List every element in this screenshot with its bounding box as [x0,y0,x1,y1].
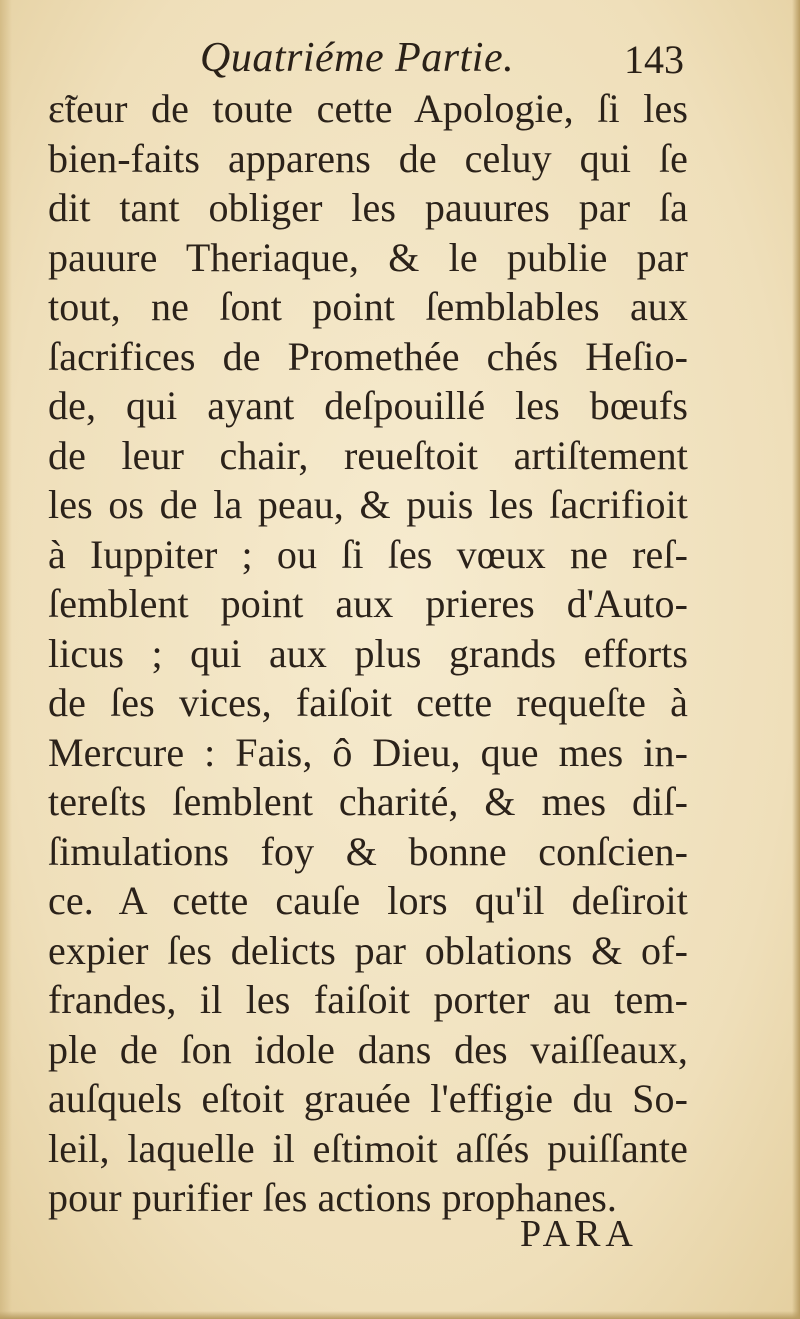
text-line: de, qui ayant deſpouillé les bœufs [48,383,688,428]
body-text [48,84,688,1223]
page-header [90,34,690,88]
text-line: leil, laquelle il eſtimoit aſſés puiſſante [48,1125,688,1171]
page-number: 143 [624,37,684,82]
text-line: bien-faits apparens de celuy qui ſe [48,135,688,181]
text-line: à Iuppiter ; ou ſi ſes vœux ne reſ- [48,531,688,577]
text-line: auſquels eſtoit grauée l'effigie du So- [48,1076,688,1121]
page-edge-bottom [0,1311,800,1319]
text-line: ſacrifices de Promethée chés Heſio- [48,333,688,379]
gutter-shadow [0,0,12,1319]
text-line: ſemblent point aux prieres d'Auto- [48,581,688,626]
text-line: les os de la peau, & puis les ſacrifioit [48,482,688,527]
running-head: Quatriéme Partie. [200,35,515,81]
text-line: ſimulations foy & bonne conſcien- [48,828,688,874]
text-line: de leur chair, reueſtoit artiſtement [48,432,688,478]
page-edge-right [792,0,800,1319]
catchword: PARA [520,1213,638,1255]
text-line: pour purifier ſes actions prophanes. [48,1175,617,1220]
text-line: de ſes vices, faiſoit cette requeſte à [48,680,688,725]
text-line: Mercure : Fais, ô Dieu, que mes in- [48,729,688,775]
text-line: licus ; qui aux plus grands efforts [48,630,688,676]
text-line: tout, ne ſont point ſemblables aux [48,284,688,329]
text-line: ɛ̃teur de toute cette Apologie, ſi les [48,86,688,131]
text-line: dit tant obliger les pauures par ſa [48,185,688,230]
text-line: frandes, il les faiſoit porter au tem- [48,977,688,1022]
text-line: ple de ſon idole dans des vaiſſeaux, [48,1026,688,1072]
text-line: tereſts ſemblent charité, & mes diſ- [48,779,688,824]
text-line: ce. A cette cauſe lors qu'il deſiroit [48,878,688,923]
text-line: pauure Theriaque, & le publie par [48,234,688,280]
text-line: expier ſes delicts par oblations & of- [48,927,688,973]
